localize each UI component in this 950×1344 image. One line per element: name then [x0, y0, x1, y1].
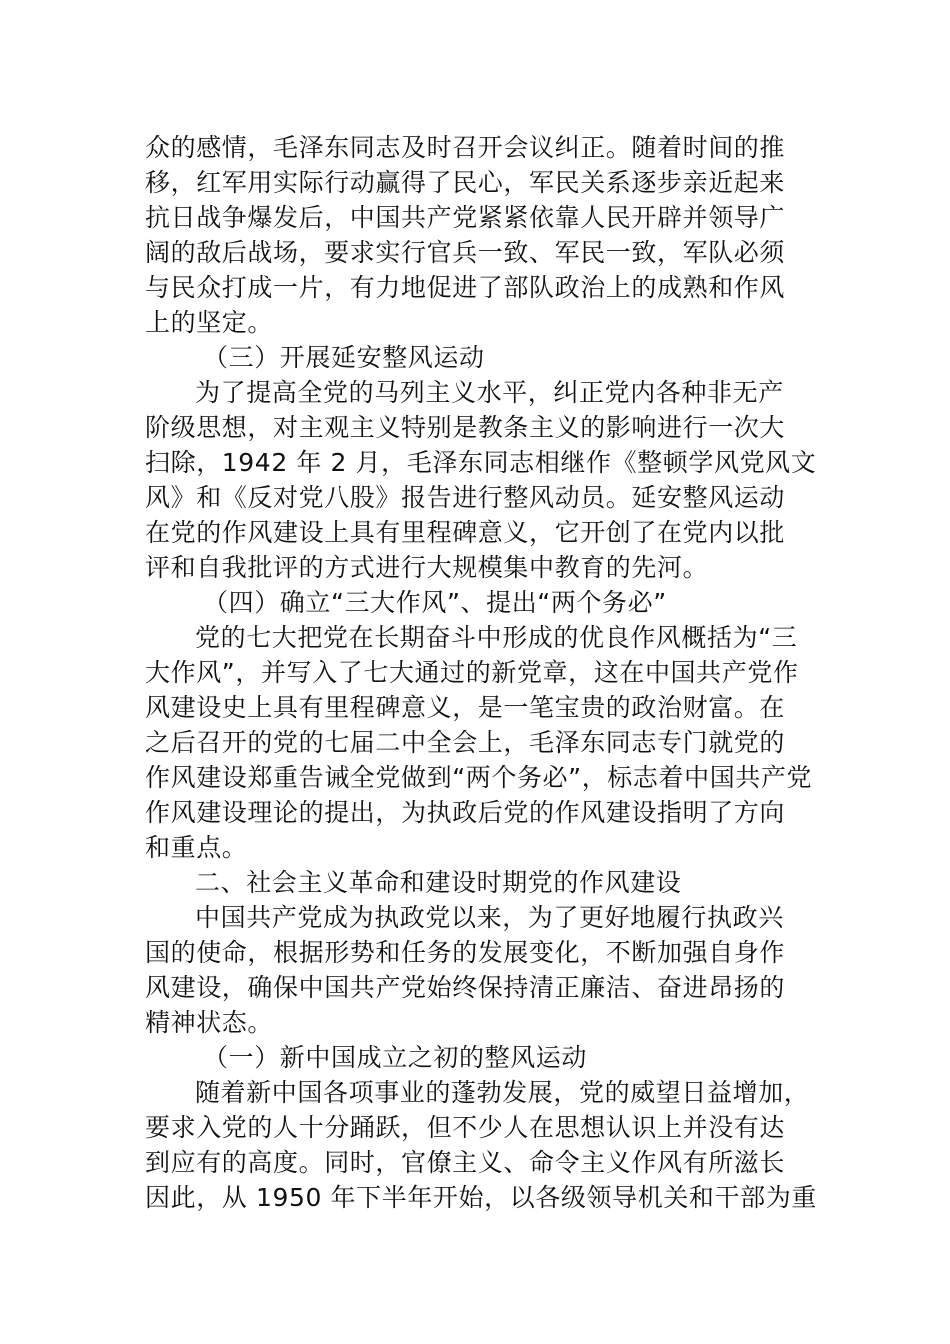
text-line: 随着新中国各项事业的蓬勃发展，党的威望日益增加， [195, 1078, 810, 1107]
text-line: 风建设，确保中国共产党始终保持清正廉洁、奋进昂扬的 [145, 973, 786, 1002]
text-line: 作风建设理论的提出，为执政后党的作风建设指明了方向 [145, 798, 786, 827]
section-heading: （三）开展延安整风运动 [203, 343, 485, 372]
text-line: 大作风”，并写入了七大通过的新党章，这在中国共产党作 [145, 658, 799, 687]
text-line: 要求入党的人十分踊跃，但不少人在思想认识上并没有达 [145, 1113, 786, 1142]
section-heading: （四）确立“三大作风”、提出“两个务必” [203, 588, 667, 617]
text-line: 移，红军用实际行动赢得了民心，军民关系逐步亲近起来 [145, 168, 786, 197]
text-line: 风建设史上具有里程碑意义，是一笔宝贵的政治财富。在 [145, 693, 786, 722]
text-line: 到应有的高度。同时，官僚主义、命令主义作风有所滋长 [145, 1148, 786, 1177]
text-line: 和重点。 [145, 833, 248, 862]
text-line: 抗日战争爆发后，中国共产党紧紧依靠人民开辟并领导广 [145, 203, 786, 232]
text-line: 中国共产党成为执政党以来，为了更好地履行执政兴 [195, 903, 784, 932]
text-line: 因此，从 1950 年下半年开始，以各级领导机关和干部为重 [145, 1183, 817, 1212]
text-line: 在党的作风建设上具有里程碑意义，它开创了在党内以批 [145, 518, 786, 547]
section-heading: 二、社会主义革命和建设时期党的作风建设 [195, 868, 682, 897]
text-line: 众的感情，毛泽东同志及时召开会议纠正。随着时间的推 [145, 133, 786, 162]
text-line: 之后召开的党的七届二中全会上，毛泽东同志专门就党的 [145, 728, 786, 757]
text-line: 国的使命，根据形势和任务的发展变化，不断加强自身作 [145, 938, 786, 967]
text-line: 作风建设郑重告诫全党做到“两个务必”，标志着中国共产党 [145, 763, 813, 792]
text-line: 评和自我批评的方式进行大规模集中教育的先河。 [145, 553, 709, 582]
text-line: 上的坚定。 [145, 308, 274, 337]
text-line: 风》和《反对党八股》报告进行整风动员。延安整风运动 [145, 483, 786, 512]
text-line: 为了提高全党的马列主义水平，纠正党内各种非无产 [195, 378, 784, 407]
section-heading: （一）新中国成立之初的整风运动 [203, 1043, 588, 1072]
text-line: 阶级思想，对主观主义特别是教条主义的影响进行一次大 [145, 413, 786, 442]
text-line: 阔的敌后战场，要求实行官兵一致、军民一致，军队必须 [145, 238, 786, 267]
text-line: 扫除，1942 年 2 月，毛泽东同志相继作《整顿学风党风文 [145, 448, 817, 477]
text-line: 与民众打成一片，有力地促进了部队政治上的成熟和作风 [145, 273, 786, 302]
text-line: 党的七大把党在长期奋斗中形成的优良作风概括为“三 [195, 623, 798, 652]
text-line: 精神状态。 [145, 1008, 274, 1037]
